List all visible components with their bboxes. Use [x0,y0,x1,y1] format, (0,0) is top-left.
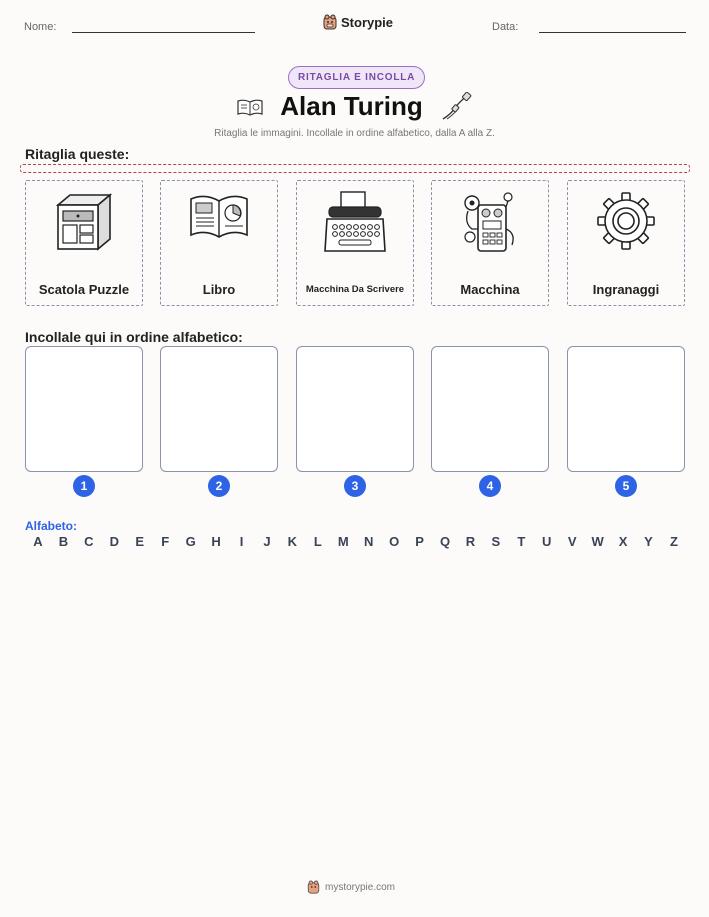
storypie-mascot-icon [323,14,337,30]
cut-card-machine[interactable] [431,180,549,306]
alphabet-letter: J [263,534,271,549]
page-title: Alan Turing [280,91,423,121]
alphabet-letter: O [389,534,400,549]
brand-name: Storypie [341,14,394,30]
cut-card-puzzle-box[interactable] [25,180,143,306]
date-line[interactable] [539,32,686,33]
card-label: Macchina Da Scrivere [305,284,405,295]
alphabet-letter: A [33,534,43,549]
cut-card-typewriter[interactable] [296,180,414,306]
alphabet-letter: H [211,534,221,549]
name-line[interactable] [72,32,255,33]
date-label: Data: [492,21,519,33]
brand-logo [323,14,393,30]
paste-box-4[interactable] [431,346,549,472]
typewriter-icon [323,189,387,257]
paste-box-2[interactable] [160,346,278,472]
cut-card-book[interactable] [160,180,278,306]
paste-section-heading: Incollale qui in ordine alfabetico: [25,329,243,345]
card-label: Macchina [460,282,520,297]
alphabet-letter: T [517,534,526,549]
cut-line[interactable] [20,164,690,173]
alphabet-letter: V [567,534,577,549]
alphabet-letter: N [363,534,374,549]
book-icon [187,189,251,243]
alphabet-letter: F [161,534,170,549]
alphabet-letter: Z [669,534,678,549]
open-book-icon [236,97,264,117]
cut-section-heading: Ritaglia queste: [25,146,130,162]
activity-badge [288,66,425,89]
alphabet-letter: I [239,534,244,549]
alphabet-letter: S [491,534,501,549]
alphabet-letter: G [185,534,196,549]
alphabet-letter: Q [439,534,451,549]
order-number-5: 5 [615,475,637,497]
card-label: Ingranaggi [592,282,660,297]
instructions-text: Ritaglia le immagini. Incollale in ordine alfabetico, dalla A alla Z. [214,128,495,139]
paste-box-3[interactable] [296,346,414,472]
footer-site: mystorypie.com [325,881,396,893]
alphabet-letter: M [337,534,349,549]
alphabet-letter: U [542,534,552,549]
cable-plug-icon [439,92,473,122]
paste-box-1[interactable] [25,346,143,472]
card-label: Scatola Puzzle [38,282,130,297]
name-label: Nome: [24,21,57,33]
alphabet-row [31,534,681,549]
alphabet-letter: W [591,534,604,549]
alphabet-letter: B [58,534,69,549]
alphabet-letter: R [465,534,476,549]
machine-icon [458,189,522,257]
alphabet-letter: D [109,534,119,549]
alphabet-letter: P [415,534,424,549]
alphabet-heading: Alfabeto: [25,519,77,533]
badge-label: RITAGLIA E INCOLLA [288,66,425,89]
storypie-mascot-icon [307,880,320,894]
alphabet-letter: C [84,534,94,549]
alphabet-letter: K [287,534,298,549]
alphabet-letter: X [618,534,628,549]
card-label: Libro [202,282,236,297]
cut-card-gears[interactable] [567,180,685,306]
alphabet-letter: L [313,534,322,549]
title-row [0,91,709,122]
gears-icon [594,189,658,253]
paste-box-5[interactable] [567,346,685,472]
alphabet-letter: E [135,534,145,549]
alphabet-letter: Y [644,534,653,549]
puzzle-box-icon [52,189,116,253]
footer [307,880,395,894]
order-number-2: 2 [208,475,230,497]
order-number-4: 4 [479,475,501,497]
order-number-1: 1 [73,475,95,497]
order-number-3: 3 [344,475,366,497]
